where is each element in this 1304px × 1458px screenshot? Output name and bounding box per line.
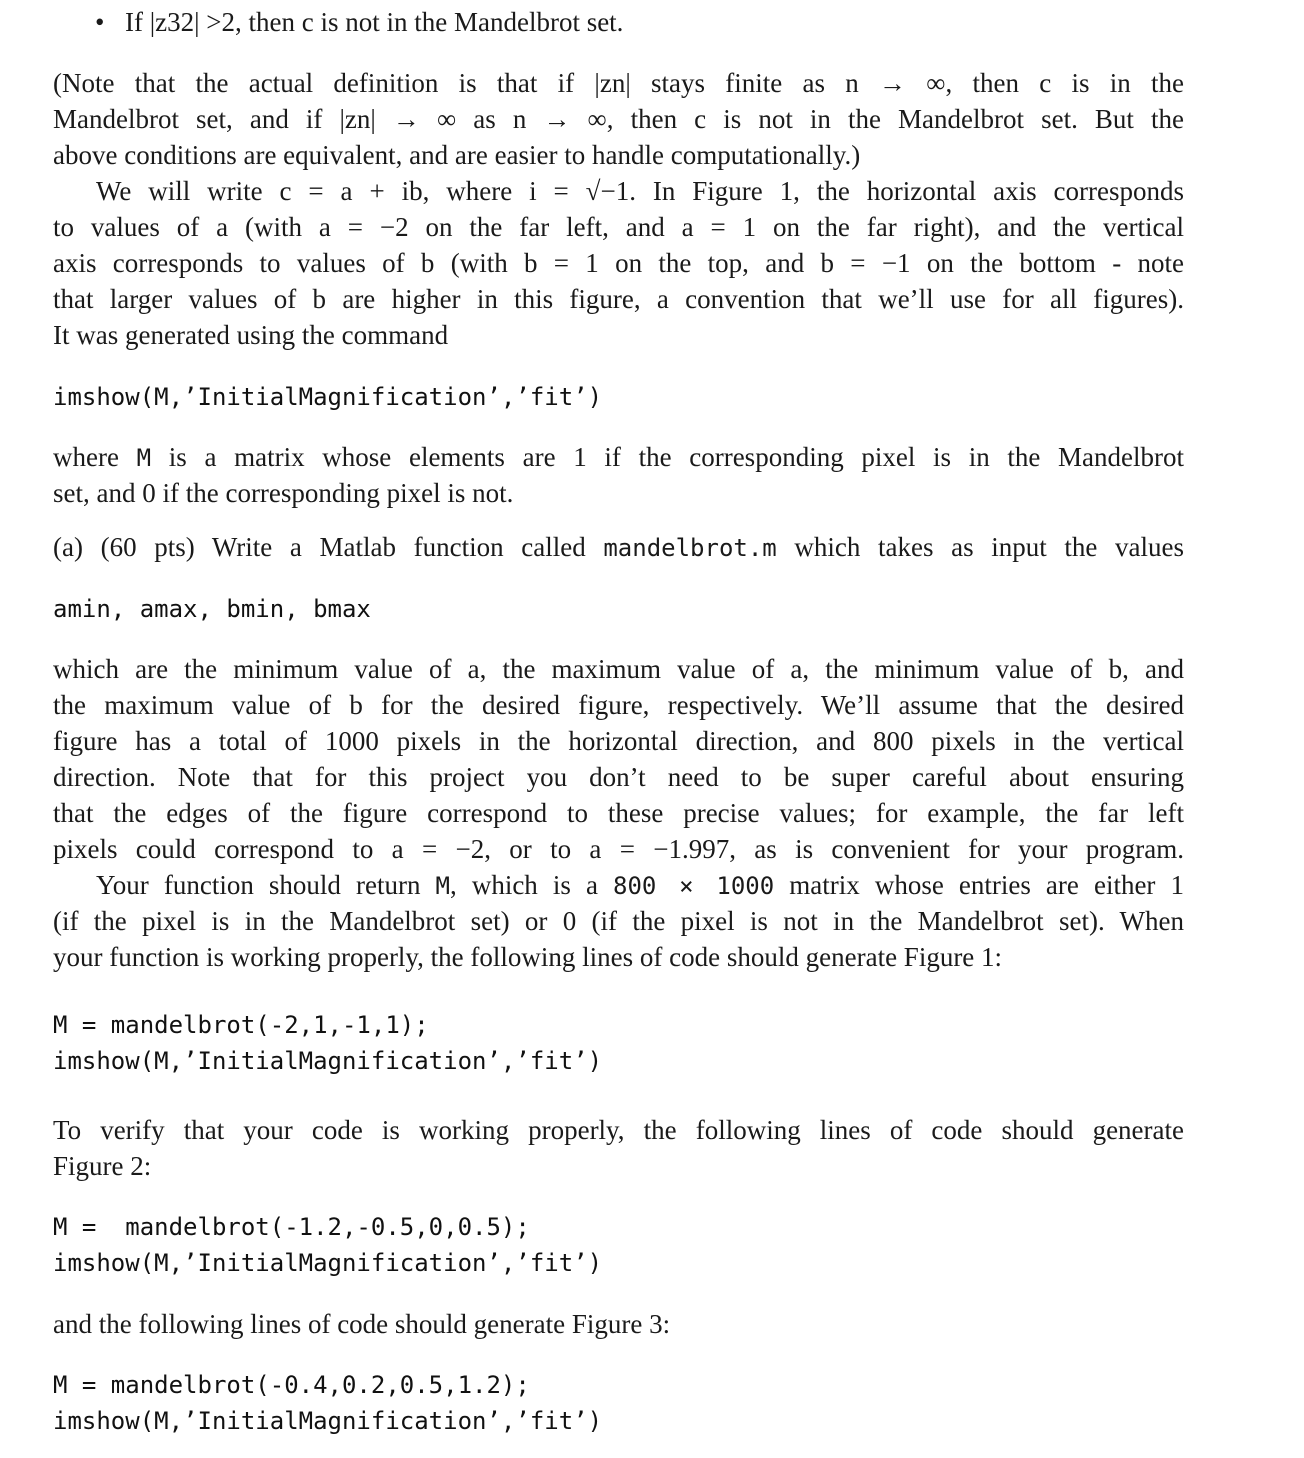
note-line-3: above conditions are equivalent, and are easier to handle computationally.) xyxy=(53,140,861,170)
axes-line-1: We will write c = a + ib, where i = √−1. In Figure 1, the horizontal axis corresponds xyxy=(96,176,1184,206)
code-imshow-1: imshow(M,’InitialMagnification’,’fit’) xyxy=(53,383,603,411)
where-line-2: set, and 0 if the corresponding pixel is not. xyxy=(53,478,514,508)
return-text-c: matrix whose entries are either 1 xyxy=(789,870,1185,900)
part-a-line xyxy=(53,529,1184,566)
return-text-a: Your function should return xyxy=(96,870,421,900)
code-fig2-line-2: imshow(M,’InitialMagnification’,’fit’) xyxy=(53,1249,603,1277)
return-line-3: your function is working properly, the following lines of code should generate Figure 1: xyxy=(53,942,1003,972)
part-a-suffix: which takes as input the values xyxy=(794,532,1184,562)
return-line-2: (if the pixel is in the Mandelbrot set) or 0 (if the pixel is not in the Mandelbrot set). When xyxy=(53,906,1184,936)
return-line-1 xyxy=(96,867,1184,904)
code-fig3-line-1: M = mandelbrot(-0.4,0.2,0.5,1.2); xyxy=(53,1371,530,1399)
axes-line-5: It was generated using the command xyxy=(53,320,449,350)
axes-line-4: that larger values of b are higher in this figure, a convention that we’ll use for all figures). xyxy=(53,284,1184,314)
code-fig3-line-2: imshow(M,’InitialMagnification’,’fit’) xyxy=(53,1407,603,1435)
code-fig1-line-2: imshow(M,’InitialMagnification’,’fit’) xyxy=(53,1047,603,1075)
code-fig2-line-1: M = mandelbrot(-1.2,-0.5,0,0.5); xyxy=(53,1213,530,1241)
return-code-m: M xyxy=(435,872,450,900)
axes-line-3: axis corresponds to values of b (with b = 1 on the top, and b = −1 on the bottom - note xyxy=(53,248,1184,278)
verify-line-1: To verify that your code is working properly, the following lines of code should generate xyxy=(53,1115,1184,1145)
desc-line-6: pixels could correspond to a = −2, or to a = −1.997, as is convenient for your program. xyxy=(53,834,1184,864)
note-line-1: (Note that the actual definition is that if |zn| stays finite as n → ∞, then c is in the xyxy=(53,68,1184,98)
where-text-b: is a matrix whose elements are 1 if the corresponding pixel is in the Mandelbrot xyxy=(168,442,1185,472)
code-args: amin, amax, bmin, bmax xyxy=(53,595,371,623)
return-text-b: , which is a xyxy=(450,870,598,900)
code-fig1-line-1: M = mandelbrot(-2,1,-1,1); xyxy=(53,1011,429,1039)
desc-line-2: the maximum value of b for the desired figure, respectively. We’ll assume that the desired xyxy=(53,690,1184,720)
where-line-1 xyxy=(53,439,1184,476)
note-line-2: Mandelbrot set, and if |zn| → ∞ as n → ∞, then c is not in the Mandelbrot set. But the xyxy=(53,104,1184,134)
bullet-marker: • xyxy=(95,7,105,37)
desc-line-3: figure has a total of 1000 pixels in the horizontal direction, and 800 pixels in the vertical xyxy=(53,726,1184,756)
verify-line-2: Figure 2: xyxy=(53,1151,152,1181)
axes-line-2: to values of a (with a = −2 on the far left, and a = 1 on the far right), and the vertical xyxy=(53,212,1184,242)
desc-line-4: direction. Note that for this project you don’t need to be super careful about ensuring xyxy=(53,762,1184,792)
where-code-m: M xyxy=(136,444,152,472)
bullet-text: If |z32| >2, then c is not in the Mandelbrot set. xyxy=(125,7,624,37)
part-a-fname: mandelbrot.m xyxy=(603,534,777,562)
fig3-line: and the following lines of code should generate Figure 3: xyxy=(53,1309,671,1339)
part-a-prefix: (a) (60 pts) Write a Matlab function called xyxy=(53,532,586,562)
desc-line-5: that the edges of the figure correspond to these precise values; for example, the far left xyxy=(53,798,1184,828)
desc-line-1: which are the minimum value of a, the maximum value of a, the minimum value of b, and xyxy=(53,654,1184,684)
return-code-dims: 800 × 1000 xyxy=(613,872,775,900)
where-text-a: where xyxy=(53,442,119,472)
